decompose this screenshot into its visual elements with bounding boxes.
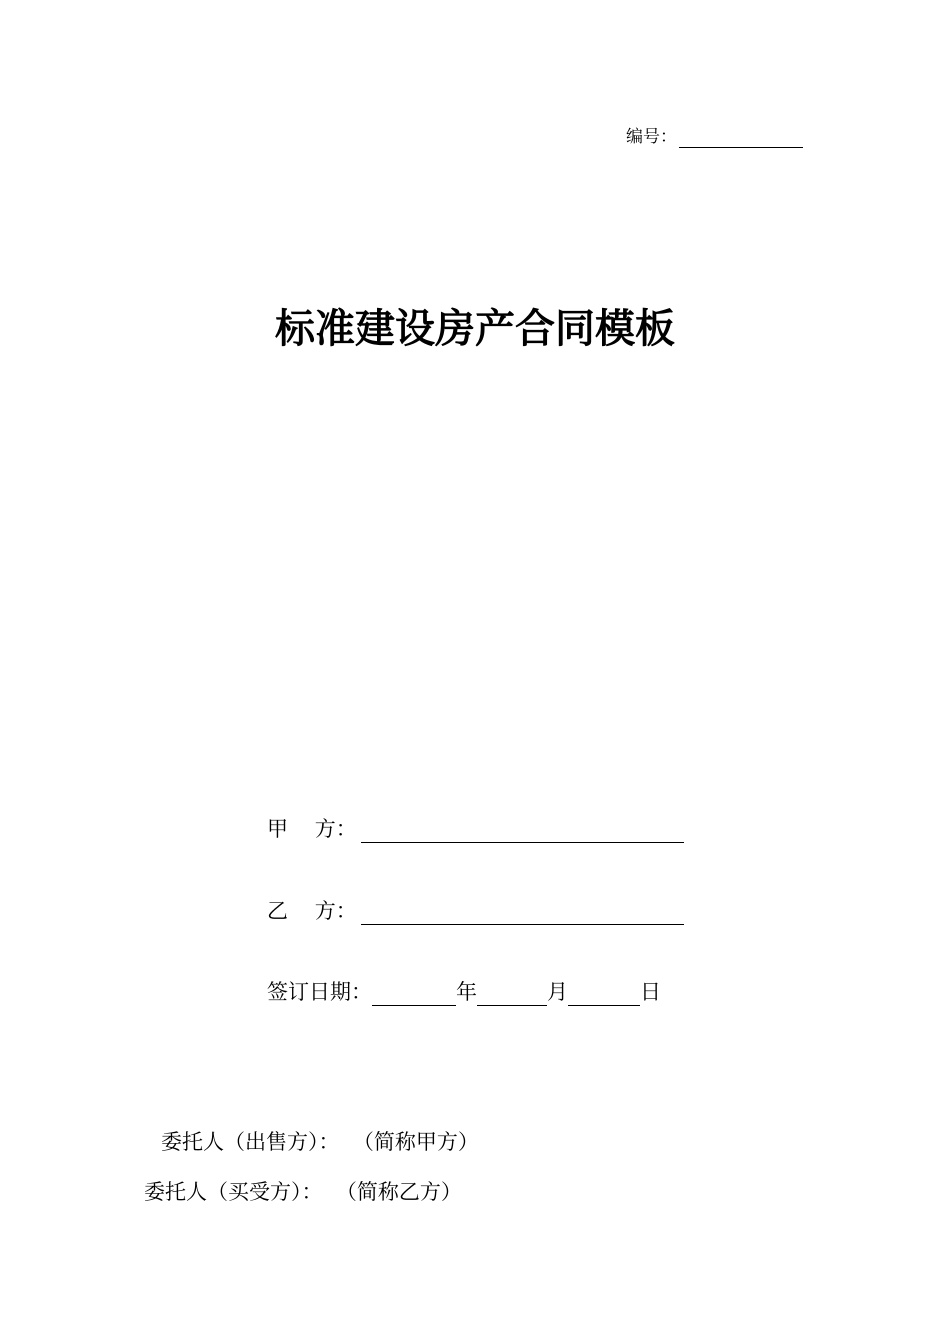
sign-year-blank[interactable]	[372, 981, 456, 1006]
party-b-blank[interactable]	[361, 900, 684, 925]
party-a-blank[interactable]	[361, 818, 684, 843]
sign-day-unit: 日	[640, 980, 661, 1004]
sign-date-label: 签订日期：	[267, 980, 372, 1004]
principal-seller-line: 委托人（出售方）： （简称甲方）	[161, 1130, 479, 1154]
party-a-row	[267, 815, 684, 843]
sign-day-blank[interactable]	[568, 981, 640, 1006]
document-title: 标准建设房产合同模板	[275, 305, 675, 352]
party-a-label: 甲 方：	[267, 817, 357, 841]
sign-month-unit: 月	[547, 980, 568, 1004]
serial-number-field	[626, 126, 803, 148]
serial-number-blank[interactable]	[679, 127, 803, 148]
party-b-row	[267, 897, 684, 925]
principal-buyer-line: 委托人（买受方）： （简称乙方）	[144, 1180, 462, 1204]
sign-year-unit: 年	[456, 980, 477, 1004]
party-b-label: 乙 方：	[267, 899, 357, 923]
sign-date-row	[267, 978, 661, 1006]
sign-month-blank[interactable]	[477, 981, 547, 1006]
serial-number-label: 编号：	[626, 127, 677, 147]
